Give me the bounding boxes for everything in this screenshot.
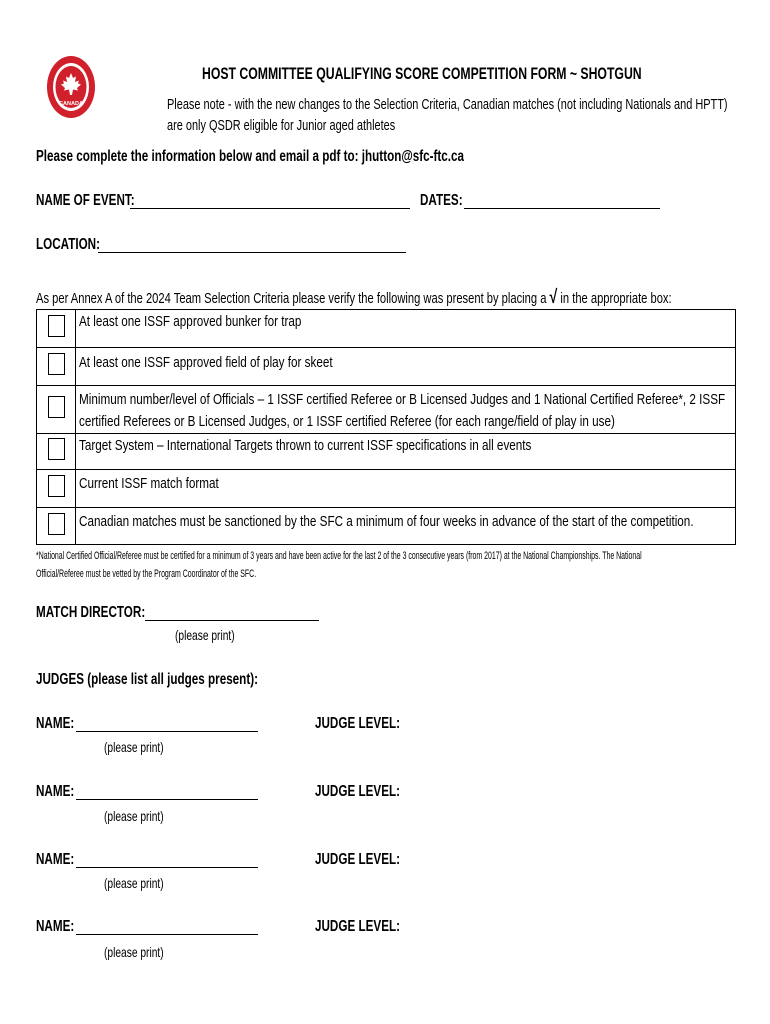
checklist-checkbox[interactable] bbox=[48, 353, 65, 375]
svg-text:CANADA: CANADA bbox=[59, 101, 83, 107]
checklist-checkbox[interactable] bbox=[48, 438, 65, 460]
judge-print-note: (please print) bbox=[104, 875, 164, 891]
checklist-row bbox=[37, 470, 736, 508]
checklist-row bbox=[37, 508, 736, 545]
dates-label: DATES: bbox=[420, 192, 463, 209]
checklist-row bbox=[37, 434, 736, 470]
checkmark-icon: √ bbox=[549, 287, 558, 308]
checklist-checkbox[interactable] bbox=[48, 475, 65, 497]
checklist-checkbox[interactable] bbox=[48, 513, 65, 535]
location-line[interactable] bbox=[98, 252, 406, 253]
judge-name-line[interactable] bbox=[76, 731, 258, 732]
match-director-print-note: (please print) bbox=[175, 627, 235, 643]
judge-name-label: NAME: bbox=[36, 851, 75, 868]
judge-name-label: NAME: bbox=[36, 783, 75, 800]
dates-line[interactable] bbox=[464, 208, 660, 209]
checklist-item-text: Current ISSF match format bbox=[79, 475, 219, 492]
checklist-checkbox[interactable] bbox=[48, 315, 65, 337]
verification-checklist bbox=[36, 309, 736, 545]
footnote-line-1: *National Certified Official/Referee must be certified for a minimum of 3 years and have been active for the last 2 of the 3 consecutive years (from 2017) at the National Championships. The National bbox=[36, 550, 642, 562]
note-line-1: Please note - with the new changes to the Selection Criteria, Canadian matches (not including Nationals and HPTT) bbox=[167, 96, 728, 113]
note-line-2: are only QSDR eligible for Junior aged athletes bbox=[167, 117, 396, 134]
sfc-canada-logo bbox=[46, 54, 96, 120]
match-director-label: MATCH DIRECTOR: bbox=[36, 604, 146, 621]
judge-level-label: JUDGE LEVEL: bbox=[315, 851, 401, 868]
checklist-item-text: Target System – International Targets thrown to current ISSF specifications in all events bbox=[79, 437, 532, 454]
annex-intro: As per Annex A of the 2024 Team Selection Criteria please verify the following was present by placing a √ in the appropriate box: bbox=[36, 287, 672, 308]
footnote-line-2: Official/Referee must be vetted by the Program Coordinator of the SFC. bbox=[36, 568, 257, 580]
checklist-item-text: At least one ISSF approved field of play for skeet bbox=[79, 354, 333, 371]
judge-name-line[interactable] bbox=[76, 799, 258, 800]
checklist-row bbox=[37, 348, 736, 386]
checklist-row bbox=[37, 310, 736, 348]
checklist-item-text: Minimum number/level of Officials – 1 ISSF certified Referee or B Licensed Judges and 1 National Certified Referee*, 2 ISSF certified Referees or B Licensed Judges, or 1 ISSF certified Referee (for each range/field of play in use) bbox=[79, 391, 726, 430]
judge-name-label: NAME: bbox=[36, 715, 75, 732]
judge-name-line[interactable] bbox=[76, 934, 258, 935]
form-title: HOST COMMITTEE QUALIFYING SCORE COMPETITION FORM ~ SHOTGUN bbox=[202, 64, 642, 83]
judge-print-note: (please print) bbox=[104, 808, 164, 824]
event-name-label: NAME OF EVENT: bbox=[36, 192, 135, 209]
checklist-item-text: Canadian matches must be sanctioned by the SFC a minimum of four weeks in advance of the start of the competition. bbox=[79, 513, 694, 530]
checklist-item-text: At least one ISSF approved bunker for trap bbox=[79, 313, 302, 330]
judge-name-line[interactable] bbox=[76, 867, 258, 868]
checklist-checkbox[interactable] bbox=[48, 396, 65, 418]
event-name-line[interactable] bbox=[130, 208, 410, 209]
location-label: LOCATION: bbox=[36, 236, 101, 253]
match-director-line[interactable] bbox=[145, 620, 319, 621]
judges-heading: JUDGES (please list all judges present): bbox=[36, 671, 258, 688]
judge-level-label: JUDGE LEVEL: bbox=[315, 715, 401, 732]
email-instruction: Please complete the information below and email a pdf to: jhutton@sfc-ftc.ca bbox=[36, 148, 465, 165]
judge-name-label: NAME: bbox=[36, 918, 75, 935]
judge-print-note: (please print) bbox=[104, 944, 164, 960]
judge-level-label: JUDGE LEVEL: bbox=[315, 918, 401, 935]
checklist-row bbox=[37, 386, 736, 434]
judge-level-label: JUDGE LEVEL: bbox=[315, 783, 401, 800]
judge-print-note: (please print) bbox=[104, 739, 164, 755]
